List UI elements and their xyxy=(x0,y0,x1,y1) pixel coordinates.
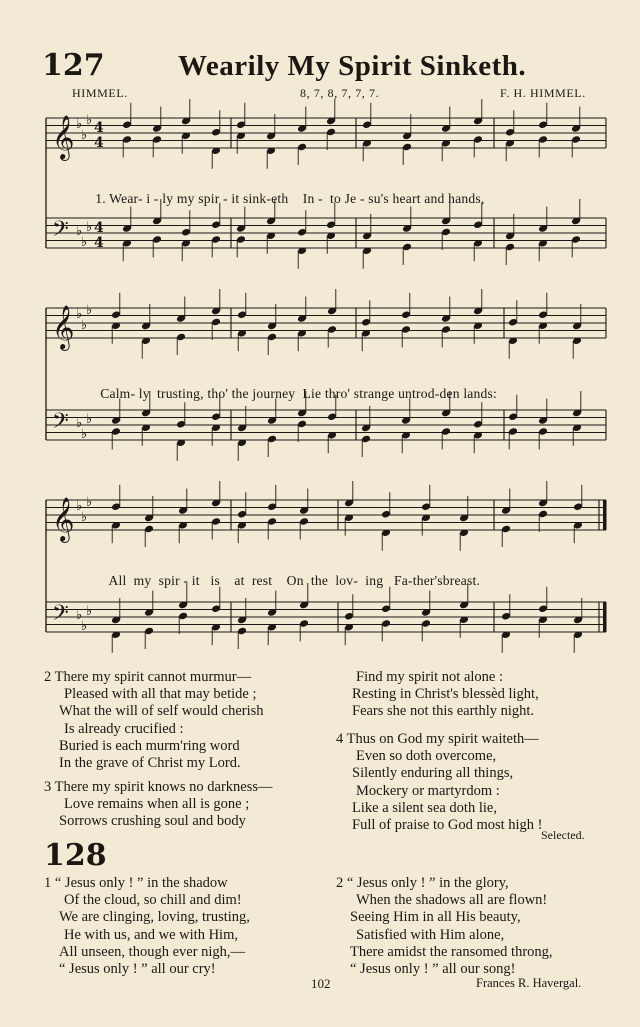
flat-icon: ♭ xyxy=(76,499,83,514)
treble-staff xyxy=(46,495,607,543)
flat-icon: ♭ xyxy=(86,412,93,427)
credit-selected: Selected. xyxy=(541,828,585,842)
final-bar xyxy=(603,500,607,530)
flat-icon: ♭ xyxy=(76,224,83,239)
bass-staff xyxy=(46,409,606,442)
flat-icon: ♭ xyxy=(81,235,88,250)
flat-icon: ♭ xyxy=(86,495,93,510)
flat-icon: ♭ xyxy=(81,619,88,634)
flat-icon: ♭ xyxy=(81,128,88,143)
note-group xyxy=(111,583,583,653)
meter: 8, 7, 8, 7, 7, 7. xyxy=(300,86,380,100)
tune-name: HIMMEL. xyxy=(72,86,128,100)
lyric-line-2: Calm- ly trusting, tho' the journey Lie thro' strange untrod-den lands: xyxy=(100,386,497,401)
flat-icon: ♭ xyxy=(86,604,93,619)
hymn-128-number: 128 xyxy=(44,838,107,873)
composer: F. H. HIMMEL. xyxy=(500,86,586,100)
note-group xyxy=(122,199,581,269)
time-signature: 4 xyxy=(94,235,104,251)
time-signature: 4 xyxy=(94,120,104,136)
flat-icon: ♭ xyxy=(76,416,83,431)
lyric-line-3: All my spir - it is at rest On the lov- ing Fa-ther'sbreast. xyxy=(108,573,481,588)
bass-staff xyxy=(46,217,606,250)
lyric-line-1: 1. Wear- i - ly my spir - it sink-eth In - to Je - su's heart and hands, xyxy=(95,191,485,206)
time-signature: 4 xyxy=(94,135,104,151)
flat-icon: ♭ xyxy=(86,113,93,128)
note-group xyxy=(111,481,583,551)
flat-icon: ♭ xyxy=(81,427,88,442)
verse-4: 4 Thus on God my spirit waiteth— Even so doth overcome, Silently enduring all things, Mockery or martyrdom : Like a silent sea doth lie, Full of praise to God most high ! xyxy=(336,731,543,834)
page-number: 102 xyxy=(311,976,331,991)
bass-clef-icon: 𝄢 xyxy=(52,217,69,247)
time-signature: 4 xyxy=(94,220,104,236)
note-group xyxy=(122,99,581,169)
hymn-title: Wearily My Spirit Sinketh. xyxy=(178,50,527,82)
treble-clef-icon: 𝄞 xyxy=(52,115,75,159)
bass-staff xyxy=(46,601,607,634)
final-bar xyxy=(603,602,607,632)
verse-3: 3 There my spirit knows no darkness— Love remains when all is gone ; Sorrows crushing soul and body xyxy=(44,779,273,830)
flat-icon: ♭ xyxy=(81,318,88,333)
verse-2: 2 There my spirit cannot murmur— Pleased with all that may betide ; What the will of self would cherish Is already crucified : Buried is each murm'ring word In the grave of Christ my Lord. xyxy=(44,669,264,772)
flat-icon: ♭ xyxy=(76,608,83,623)
flat-icon: ♭ xyxy=(76,117,83,132)
verse-3-continued: Find my spirit not alone : Resting in Christ's blessèd light, Fears she not this earthly night. xyxy=(352,669,539,720)
treble-clef-icon: 𝄞 xyxy=(52,305,75,349)
note-group xyxy=(111,289,582,359)
treble-staff xyxy=(46,303,606,351)
author-credit: Frances R. Havergal. xyxy=(476,976,582,990)
flat-icon: ♭ xyxy=(86,220,93,235)
bass-clef-icon: 𝄢 xyxy=(52,601,69,631)
hymn-128-verse-1: 1 “ Jesus only ! ” in the shadow Of the cloud, so chill and dim! We are clinging, loving, trusting, He with us, and we with Him, All unseen, though ever nigh,— “ Jesus only ! ” all our cry! xyxy=(44,875,250,978)
treble-clef-icon: 𝄞 xyxy=(52,497,75,541)
bass-clef-icon: 𝄢 xyxy=(52,409,69,439)
flat-icon: ♭ xyxy=(76,307,83,322)
hymn-number: 127 xyxy=(42,48,105,83)
hymn-128-verse-2: 2 “ Jesus only ! ” in the glory, When the shadows all are flown! Seeing Him in all His beauty, Satisfied with Him alone, There amidst the ransomed throng, “ Jesus only ! ” all our song! xyxy=(336,875,553,978)
flat-icon: ♭ xyxy=(86,303,93,318)
flat-icon: ♭ xyxy=(81,510,88,525)
